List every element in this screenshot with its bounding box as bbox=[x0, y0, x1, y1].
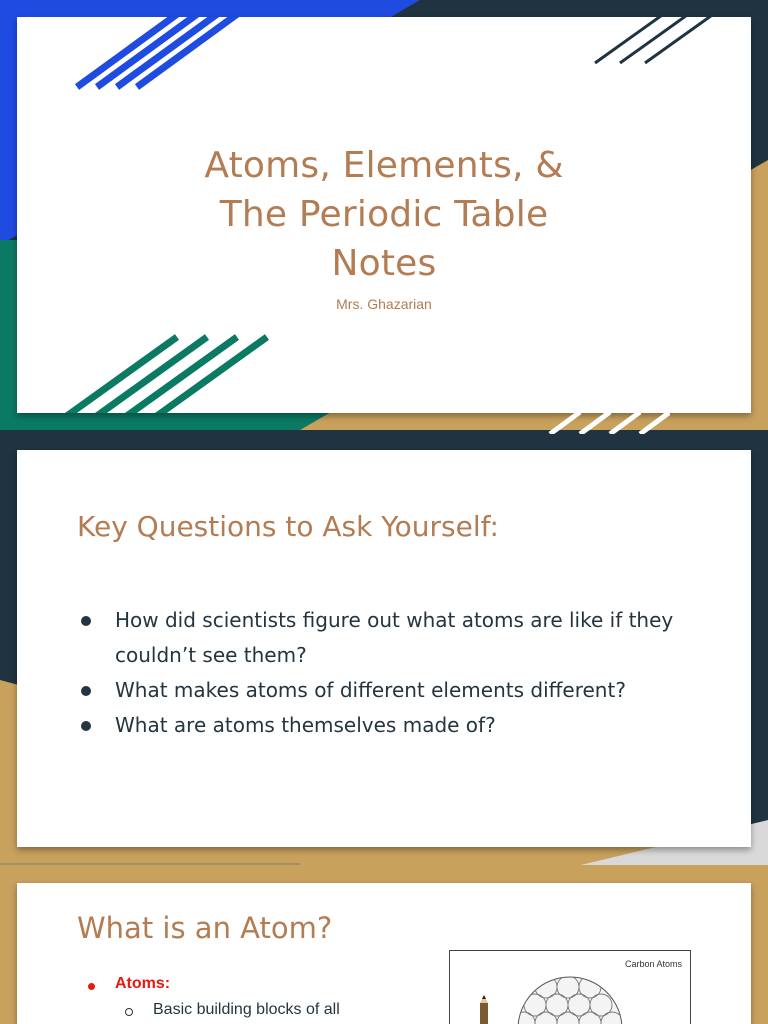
figure-label: Carbon Atoms bbox=[624, 959, 682, 969]
title-line-3: Notes bbox=[331, 243, 437, 284]
carbon-atoms-figure bbox=[449, 950, 691, 1024]
key-questions-slide bbox=[17, 450, 751, 847]
sub-bullet-circle-icon bbox=[125, 1008, 133, 1016]
navy-stripes-decoration bbox=[577, 17, 751, 77]
slide-heading: What is an Atom? bbox=[77, 911, 333, 945]
what-is-atom-slide bbox=[17, 883, 751, 1024]
slide-subtitle: Mrs. Ghazarian bbox=[336, 296, 432, 312]
blue-stripes-decoration bbox=[17, 17, 267, 117]
bullet-dot-icon bbox=[81, 721, 91, 731]
list-item: What makes atoms of different elements different? bbox=[77, 673, 717, 708]
bullet-dot-icon bbox=[81, 616, 91, 626]
sub-bullet-text: Basic building blocks of all bbox=[153, 1001, 340, 1018]
bullet-dot-icon bbox=[88, 983, 95, 990]
question-list bbox=[77, 603, 717, 743]
white-stripes-decoration bbox=[540, 410, 670, 434]
term-label: Atoms: bbox=[115, 975, 171, 992]
title-line-1: Atoms, Elements, & bbox=[204, 145, 564, 186]
slide-title bbox=[17, 141, 751, 288]
bullet-dot-icon bbox=[81, 686, 91, 696]
title-line-2: The Periodic Table bbox=[219, 194, 549, 235]
teal-stripes-decoration bbox=[17, 327, 277, 413]
slide-heading: Key Questions to Ask Yourself: bbox=[77, 510, 499, 543]
list-item: How did scientists figure out what atoms are like if they couldn’t see them? bbox=[77, 603, 717, 673]
title-slide bbox=[17, 17, 751, 413]
list-item: What are atoms themselves made of? bbox=[77, 708, 717, 743]
